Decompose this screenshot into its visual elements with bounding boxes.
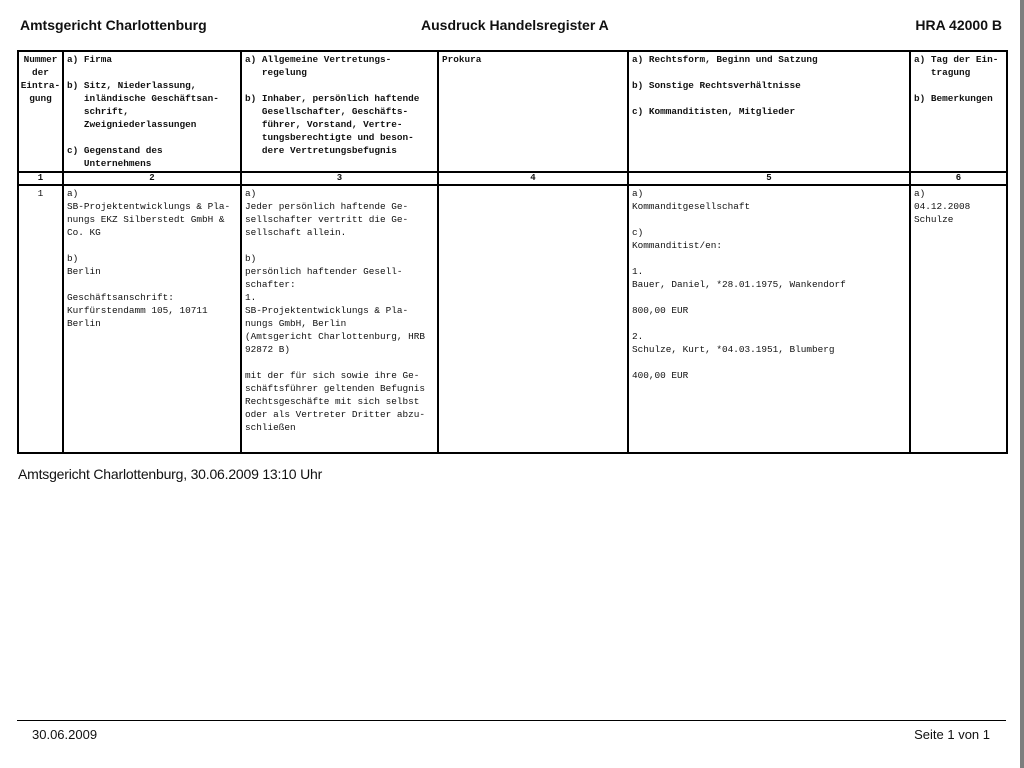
footer-date: 30.06.2009 (32, 727, 98, 742)
cell-prokura (438, 185, 628, 453)
table-row (18, 185, 1007, 453)
header-cell-company: a) Firma b) Sitz, Niederlassung, inländische Geschäftsan- schrift, Zweigniederlassungen c) Gegenstand des Unternehmens (63, 51, 241, 172)
footer-page-number: Seite 1 von 1 (914, 727, 990, 742)
column-number: 3 (241, 172, 438, 185)
register-table (17, 50, 1008, 454)
cell-representation: a) Jeder persönlich haftende Ge- sellschafter vertritt die Ge- sellschaft allein. b) persönlich haftender Gesell- schafter: 1. SB-Projektentwicklungs & Pla- nungs GmbH, Berlin (Amtsgericht Charlottenburg, HRB 92872 B) mit der für sich sowie ihre Ge- schäftsführer geltenden Befugnis Rechtsgeschäfte mit sich selbst oder als Vertreter Dritter abzu- schließen (241, 185, 438, 453)
footer-divider (17, 720, 1006, 721)
printout-timestamp: Amtsgericht Charlottenburg, 30.06.2009 13:10 Uhr (18, 466, 323, 482)
cell-company: a) SB-Projektentwicklungs & Pla- nungs EKZ Silberstedt GmbH & Co. KG b) Berlin Geschäftsanschrift: Kurfürstendamm 105, 10711 Berlin (63, 185, 241, 453)
column-number: 5 (628, 172, 910, 185)
document-title: Ausdruck Handelsregister A (421, 17, 609, 33)
header-cell-prokura: Prokura (438, 51, 628, 172)
cell-legal-form: a) Kommanditgesellschaft c) Kommanditist/en: 1. Bauer, Daniel, *28.01.1975, Wankendorf 800,00 EUR 2. Schulze, Kurt, *04.03.1951, Blumberg 400,00 EUR (628, 185, 910, 453)
header-cell-entry-number: Nummer der Eintra- gung (18, 51, 63, 172)
page-edge-shadow (1020, 0, 1024, 768)
column-number: 6 (910, 172, 1007, 185)
header-cell-entry-date: a) Tag der Ein- tragung b) Bemerkungen (910, 51, 1007, 172)
column-number: 4 (438, 172, 628, 185)
column-number: 2 (63, 172, 241, 185)
cell-entry-date: a) 04.12.2008 Schulze (910, 185, 1007, 453)
court-name: Amtsgericht Charlottenburg (20, 17, 207, 33)
cell-entry-number: 1 (18, 185, 63, 453)
header-cell-legal-form: a) Rechtsform, Beginn und Satzung b) Sonstige Rechtsverhältnisse c) Kommanditisten, Mitglieder (628, 51, 910, 172)
header-cell-representation: a) Allgemeine Vertretungs- regelung b) Inhaber, persönlich haftende Gesellschafter, Geschäfts- führer, Vorstand, Vertre- tungsberechtigte und beson- dere Vertretungsbefugnis (241, 51, 438, 172)
page-header (20, 17, 1002, 39)
column-number-row (18, 172, 1007, 185)
register-number: HRA 42000 B (915, 17, 1002, 33)
table-header-row (18, 51, 1007, 172)
column-number: 1 (18, 172, 63, 185)
